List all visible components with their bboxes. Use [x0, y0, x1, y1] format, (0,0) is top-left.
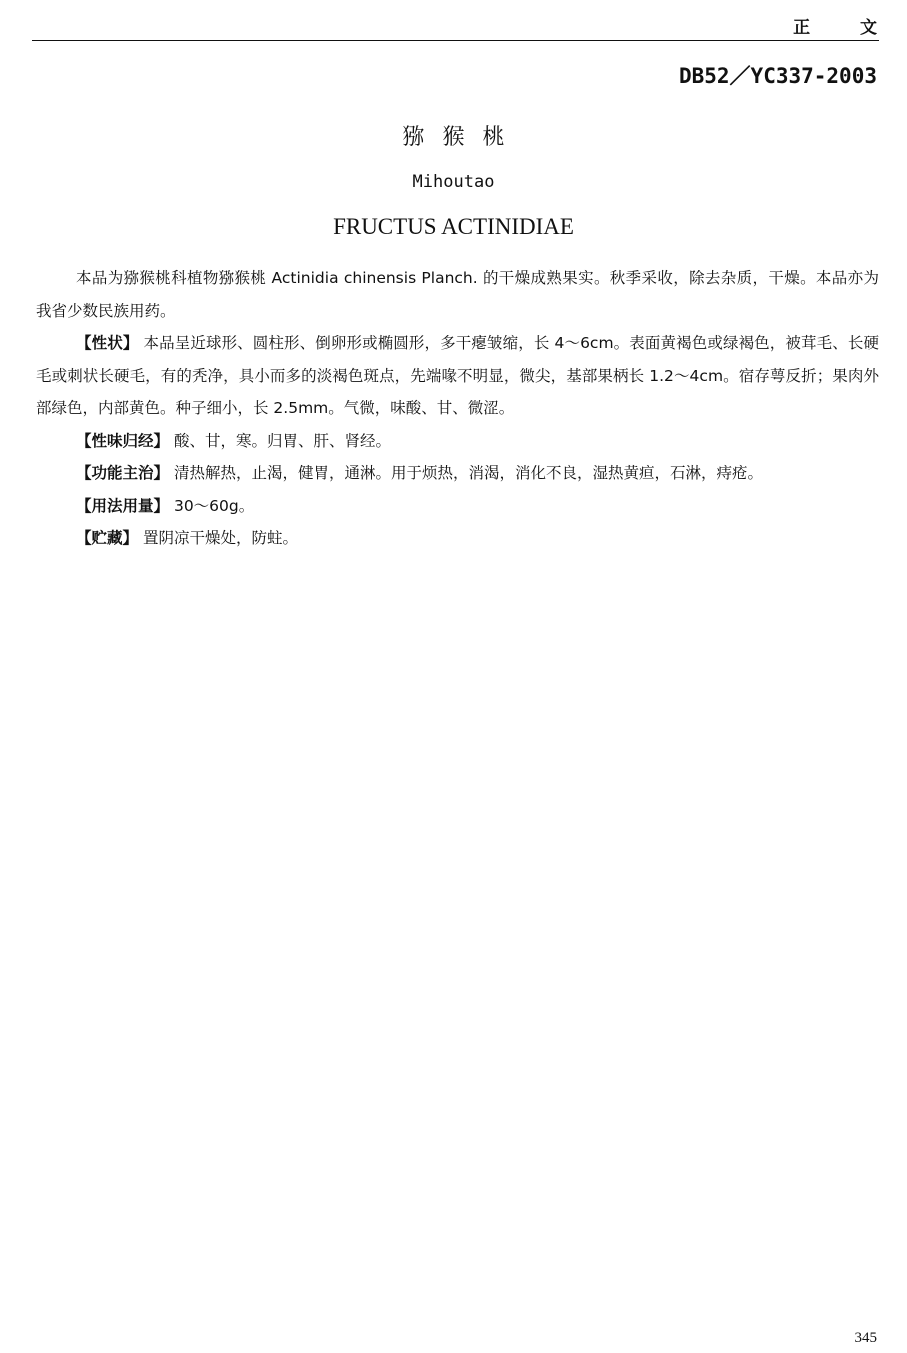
section-heading: 【性味归经】 [76, 431, 170, 450]
header-section-label: 正 文 [793, 18, 899, 38]
title-latin: FRUCTUS ACTINIDIAE [333, 214, 574, 239]
title-chinese: 猕猴桃 [402, 125, 523, 150]
section-heading: 【性状】 [76, 334, 139, 352]
section-nature-meridian [36, 425, 879, 458]
section-text: 30～60g。 [173, 496, 255, 515]
title-pinyin: Mihoutao [412, 172, 495, 192]
section-text: 清热解热，止渴，健胃，通淋。用于烦热，消渴，消化不良，湿热黄疸，石淋，痔疮。 [173, 464, 763, 482]
section-description [36, 327, 879, 425]
section-heading: 【用法用量】 [76, 496, 170, 515]
section-text: 酸、甘，寒。归胃、肝、肾经。 [173, 431, 391, 450]
section-heading: 【功能主治】 [76, 464, 170, 482]
section-text: 本品呈近球形、圆柱形、倒卵形或椭圆形，多干瘪皱缩，长 4～6cm。表面黄褐色或绿褐色，被茸毛、长硬毛或刺状长硬毛，有的秃净，具小而多的淡褐色斑点，先端喙不明显，微尖，基部果柄长 1.2～4cm。宿存萼反折；果肉外部绿色，内部黄色。种子细小，长 2.5mm。气微，味酸、甘、微涩。 [36, 334, 879, 417]
header-divider [32, 40, 879, 41]
section-functions [36, 457, 879, 490]
section-heading: 【贮藏】 [76, 529, 139, 547]
standard-number: DB52／YC337-2003 [678, 64, 877, 88]
section-text: 置阴凉干燥处，防蛀。 [142, 529, 298, 547]
page-number: 345 [854, 1330, 877, 1346]
section-storage [36, 522, 879, 555]
monograph-body [36, 262, 879, 555]
section-dosage [36, 490, 879, 523]
intro-paragraph: 本品为猕猴桃科植物猕猴桃 Actinidia chinensis Planch. 的干燥成熟果实。秋季采收，除去杂质，干燥。本品亦为我省少数民族用药。 [36, 269, 879, 320]
